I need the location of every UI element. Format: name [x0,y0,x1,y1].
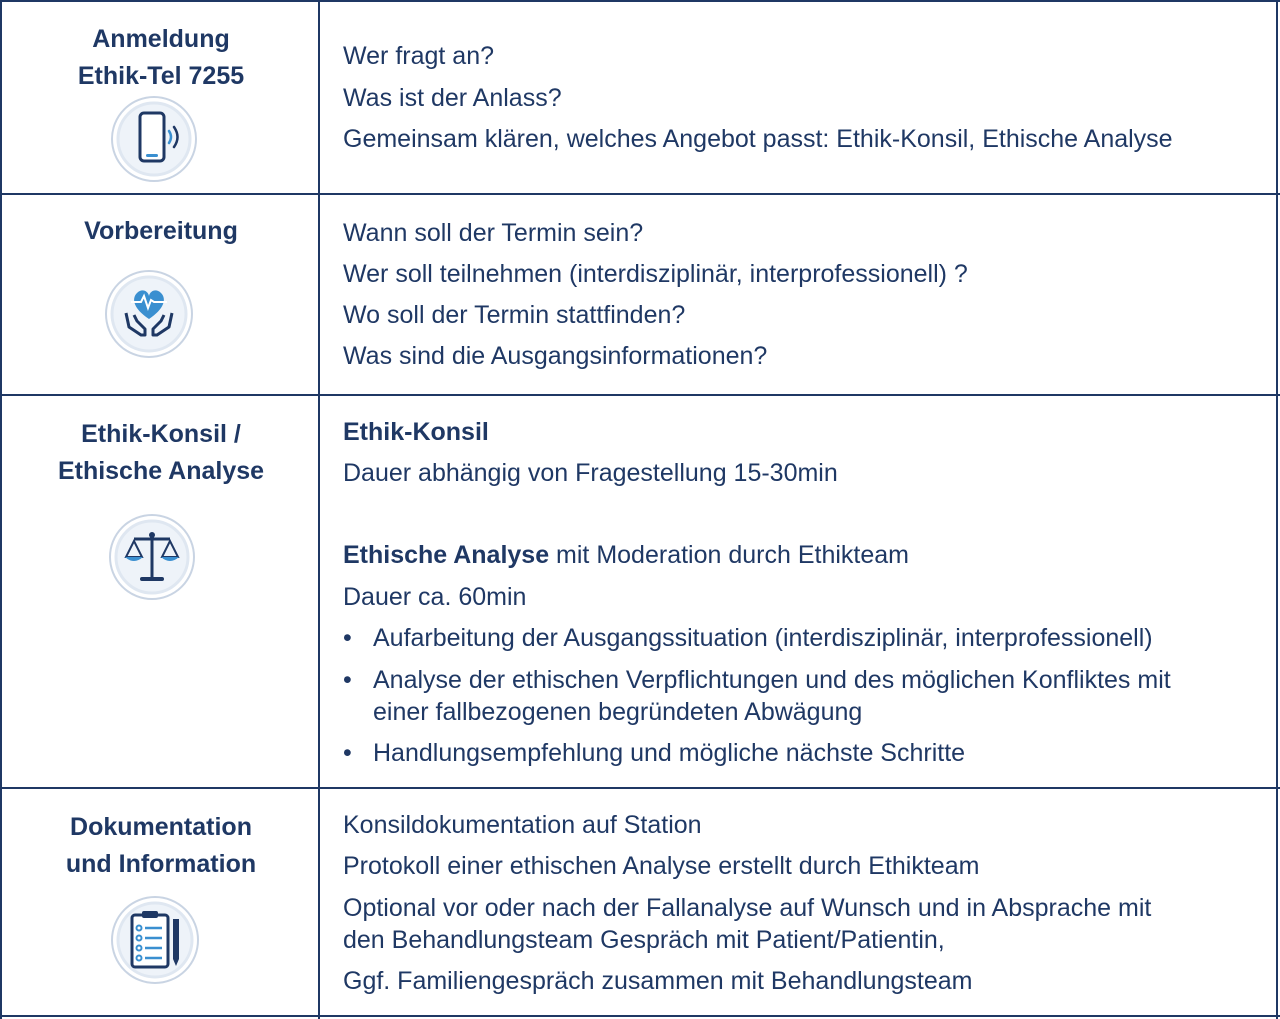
bullet-text: Aufarbeitung der Ausgangssituation (interdisziplinär, interprofessionell) [373,624,1153,652]
content-line: Konsildokumentation auf Station [343,811,702,839]
bullet-marker: • [343,739,352,767]
analyse-duration: Dauer ca. 60min [343,583,527,611]
content-line: Wer soll teilnehmen (interdisziplinär, interprofessionell) ? [343,260,968,288]
row-title-line: Vorbereitung [84,217,238,245]
content-line: Wer fragt an? [343,42,495,70]
content-line: Wann soll der Termin sein? [343,219,644,247]
bullet-text: einer fallbezogenen begründeten Abwägung [373,698,863,726]
content-line: Gemeinsam klären, welches Angebot passt: Ethik-Konsil, Ethische Analyse [343,125,1173,153]
row-title [2,213,320,250]
row-title-line: und Information [65,850,257,878]
bullet-marker: • [343,666,352,694]
bullet-marker: • [343,624,352,652]
row-title [2,416,320,490]
content-line: Was ist der Anlass? [343,84,562,112]
row-ethik-konsil [0,396,1280,787]
content-line: Wo soll der Termin stattfinden? [343,301,686,329]
row-title-line: Anmeldung [92,25,230,53]
content-line: Ggf. Familiengespräch zusammen mit Behandlungsteam [343,967,973,995]
content-line: Optional vor oder nach der Fallanalyse auf Wunsch und in Absprache mit [343,894,1152,922]
konsil-duration: Dauer abhängig von Fragestellung 15-30min [343,459,838,487]
scales-icon [108,513,196,601]
konsil-heading: Ethik-Konsil [343,418,489,446]
smartphone-icon [110,95,198,183]
heart-care-icon [104,269,194,359]
content-line: den Behandlungsteam Gespräch mit Patient/Patientin, [343,926,945,954]
row-vorbereitung [0,195,1280,394]
row-title-line: Dokumentation [70,813,252,841]
analyse-heading-rest: mit Moderation durch Ethikteam [549,541,909,569]
row-title [2,809,320,883]
clipboard-checklist-icon [110,895,200,985]
table-border-bottom [0,1015,1280,1017]
row-anmeldung [0,0,1280,193]
row-title-line: Ethische Analyse [57,457,265,485]
content-line: Was sind die Ausgangsinformationen? [343,342,768,370]
row-title-line: Ethik-Konsil / [81,420,241,448]
bullet-text: Handlungsempfehlung und mögliche nächste Schritte [373,739,966,767]
content-line: Protokoll einer ethischen Analyse erstellt durch Ethikteam [343,852,980,880]
row-title-line: Ethik-Tel 7255 [77,62,245,90]
bullet-text: Analyse der ethischen Verpflichtungen und des möglichen Konfliktes mit [373,666,1171,694]
row-title [2,21,320,95]
row-dokumentation [0,789,1280,1015]
analyse-heading-bold: Ethische Analyse [343,541,550,569]
analyse-heading [343,539,909,571]
